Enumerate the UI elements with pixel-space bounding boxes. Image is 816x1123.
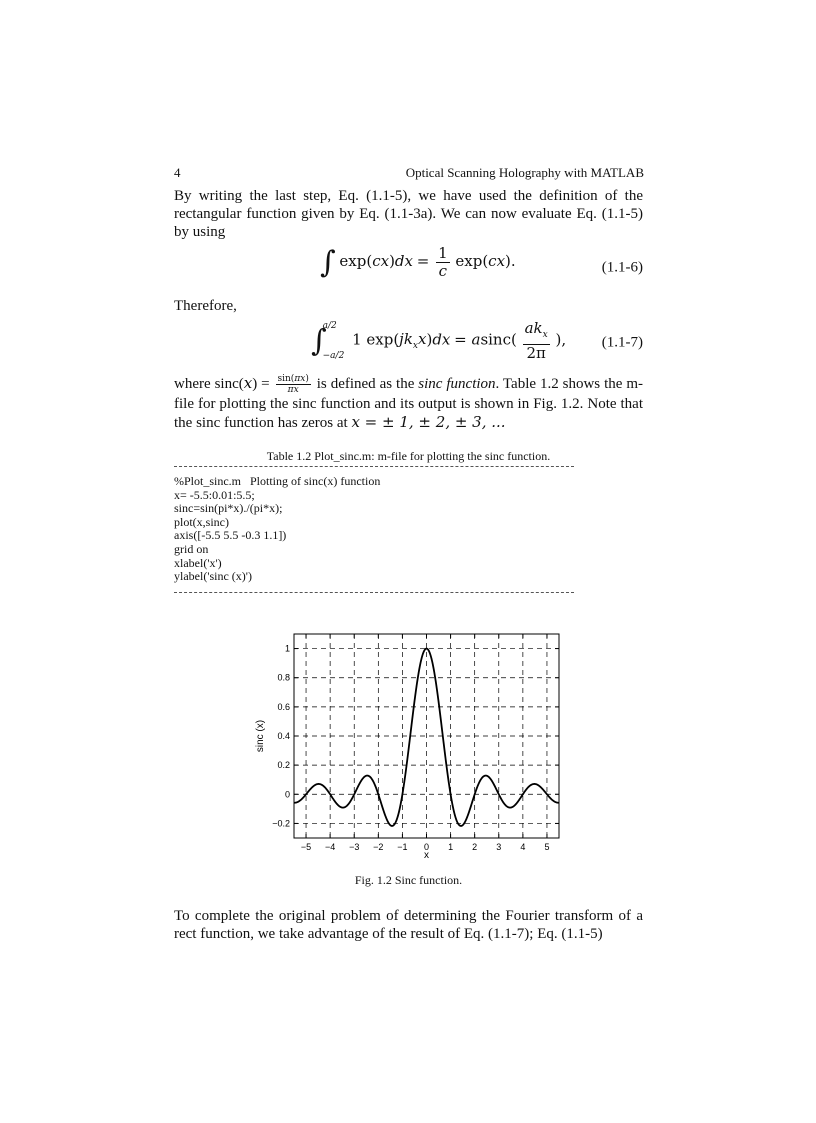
y-tick-label: 0.6 — [277, 701, 290, 712]
x-tick-label: 4 — [520, 842, 526, 852]
sinc-chart — [250, 630, 570, 870]
x-tick-label: 1 — [448, 842, 454, 852]
x-tick-label: −3 — [349, 842, 360, 852]
equation-number: (1.1-7) — [601, 334, 643, 351]
x-tick-label: 3 — [496, 842, 502, 852]
paragraph-2: where sinc(x) = $\frac{\sin(\pi x)}{\pi x}$ is defined as the sinc function. Table 1.2 shows the m-file for plotting the sinc function and its output is shown in Fig. 1.2. Note that the sinc function has zeros at x = ± 1, ± 2, ± 3, ... — [174, 374, 643, 432]
code-line: plot(x,sinc) — [174, 514, 229, 529]
zeros-expression: x = ± 1, ± 2, ± 3, ... — [351, 413, 506, 432]
code-line: sinc=sin(pi*x)./(pi*x); — [174, 501, 283, 516]
y-tick-label: −0.2 — [272, 818, 290, 829]
code-line: axis([-5.5 5.5 -0.3 1.1]) — [174, 528, 287, 543]
code-line: grid on — [174, 541, 209, 556]
equation-1-1-7: ∫ a/2 −a/2 1 $\exp(jk_xx)dx = asinc$( $\frac{ak_x}{2\pi}$ ), (1.1-7) — [311, 319, 643, 362]
x-tick-label: −5 — [300, 842, 312, 852]
figure-caption: Fig. 1.2 Sinc function. — [354, 873, 463, 887]
code-line: ylabel('sinc (x)') — [174, 569, 252, 584]
code-listing — [174, 475, 380, 584]
y-tick-label: 0.8 — [277, 672, 290, 683]
page-number: 4 — [174, 165, 181, 180]
x-tick-label: −2 — [373, 842, 384, 852]
table-caption: Table 1.2 Plot_sinc.m: m-file for plotting the sinc function. — [266, 449, 551, 463]
equation-1-1-6: ∫ exp(cx)dx = $\frac{1}{c}$ exp(cx). (1.1-6) — [320, 244, 643, 280]
x-tick-label: −1 — [397, 842, 408, 852]
paragraph-3: To complete the original problem of determining the Fourier transform of a rect function, we take advantage of the result of Eq. (1.1-7); Eq. (1.1-5) — [174, 908, 643, 942]
y-tick-label: 1 — [284, 643, 290, 654]
grid — [294, 634, 559, 838]
code-line: %Plot_sinc.m Plotting of sinc(x) function — [174, 474, 381, 488]
y-tick-label: 0.2 — [277, 760, 290, 771]
table-bottom-rule — [174, 592, 574, 593]
therefore-text: Therefore, — [174, 298, 237, 314]
x-axis-label: x — [424, 850, 429, 861]
axis-ticks — [272, 634, 559, 852]
code-line: x= -5.5:0.01:5.5; — [174, 487, 255, 502]
paragraph-1: By writing the last step, Eq. (1.1-5), we have used the definition of the rectangular function given by Eq. (1.1-3a). We can now evaluate Eq. (1.1-5) by using — [174, 188, 643, 240]
x-tick-label: −4 — [325, 842, 336, 852]
y-tick-label: 0 — [284, 789, 290, 800]
equation-number: (1.1-6) — [601, 259, 643, 276]
code-line: xlabel('x') — [174, 555, 222, 570]
y-axis-label: sinc (x) — [255, 719, 266, 753]
y-tick-label: 0.4 — [277, 731, 290, 741]
table-top-rule — [174, 466, 574, 467]
x-tick-label: 2 — [472, 842, 478, 852]
sinc-function-term: sinc function — [418, 376, 496, 392]
x-tick-label: 5 — [544, 842, 550, 852]
running-title: Optical Scanning Holography with MATLAB — [405, 165, 644, 180]
x-tick-label: 0 — [423, 842, 430, 852]
